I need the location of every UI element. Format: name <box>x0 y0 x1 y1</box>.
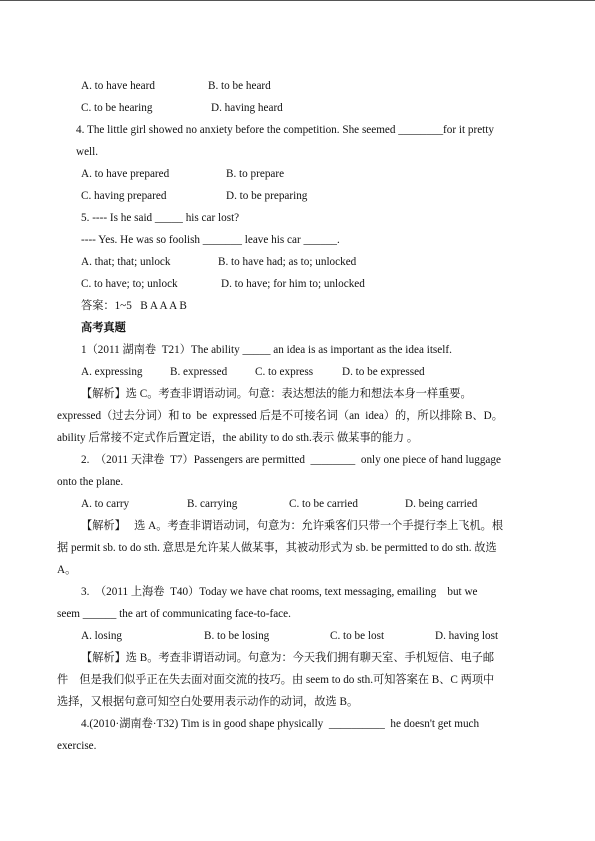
option-d: D. to be preparing <box>226 190 308 202</box>
page-top-rule <box>0 0 595 1</box>
option-c: C. having prepared <box>81 190 167 202</box>
explanation: 【解析】选 B。考查非谓语动词。句意为：今天我们拥有聊天室、手机短信、电子邮 <box>81 652 495 664</box>
option-a: A. losing <box>81 630 123 642</box>
answer-key: 答案：1~5 B A A A B <box>81 300 187 312</box>
option-b: B. expressed <box>170 366 228 378</box>
option-a: A. expressing <box>81 366 143 378</box>
question-4-stem-cont: well. <box>76 146 99 158</box>
option-b: B. carrying <box>187 498 238 510</box>
option-c: C. to be hearing <box>81 102 153 114</box>
option-d: D. having lost <box>435 630 499 642</box>
option-b: B. to be heard <box>208 80 271 92</box>
option-c: C. to express <box>255 366 314 378</box>
option-d: D. being carried <box>405 498 478 510</box>
question-5-stem: 5. ---- Is he said _____ his car lost? <box>81 212 240 224</box>
explanation: 【解析】选 C。考查非谓语动词。句意：表达想法的能力和想法本身一样重要。 <box>81 388 472 400</box>
question-2-stem-cont: onto the plane. <box>57 476 124 488</box>
option-c: C. to be lost <box>330 630 385 642</box>
option-c: C. to be carried <box>289 498 358 510</box>
option-d: D. to have; for him to; unlocked <box>221 278 365 290</box>
section-heading: 高考真题 <box>81 322 126 334</box>
explanation-cont: ability 后常接不定式作后置定语，the ability to do sth.表示 做某事的能力 。 <box>57 432 419 444</box>
question-5-stem-cont: ---- Yes. He was so foolish _______ leave his car ______. <box>81 234 340 246</box>
option-b: B. to prepare <box>226 168 285 180</box>
explanation-cont: 据 permit sb. to do sth. 意思是允许某人做某事，其被动形式为 sb. be permitted to do sth. 故选 <box>57 542 497 554</box>
explanation-cont: A。 <box>57 564 77 576</box>
option-a: A. to have prepared <box>81 168 170 180</box>
explanation: 【解析】 选 A。考查非谓语动词，句意为：允许乘客们只带一个手提行李上飞机。根 <box>81 520 504 532</box>
explanation-cont: expressed（过去分词）和 to be expressed 后是不可接名词（an idea）的，所以排除 B、D。 <box>57 410 503 422</box>
question-3-stem: 3. （2011 上海卷 T40）Today we have chat rooms, text messaging, emailing but we <box>81 586 478 598</box>
question-2-stem: 2. （2011 天津卷 T7）Passengers are permitted ________ only one piece of hand luggage <box>81 454 501 466</box>
question-4-stem: 4.(2010·湖南卷·T32) Tim is in good shape physically __________ he doesn't get much <box>81 718 480 730</box>
option-b: B. to be losing <box>204 630 270 642</box>
question-4-stem: 4. The little girl showed no anxiety before the competition. She seemed ________for it pretty <box>76 124 494 136</box>
question-3-stem-cont: seem ______ the art of communicating face-to-face. <box>57 608 291 620</box>
option-c: C. to have; to; unlock <box>81 278 178 290</box>
option-a: A. to carry <box>81 498 130 510</box>
question-4-stem-cont: exercise. <box>57 740 97 752</box>
option-b: B. to have had; as to; unlocked <box>218 256 357 268</box>
option-d: D. having heard <box>211 102 283 114</box>
explanation-cont: 件 但是我们似乎正在失去面对面交流的技巧。由 seem to do sth.可知答案在 B、C 两项中 <box>57 674 495 686</box>
question-1-stem: 1（2011 湖南卷 T21）The ability _____ an idea is as important as the idea itself. <box>81 344 452 356</box>
explanation-cont: 选择，又根据句意可知空白处要用表示动作的动词，故选 B。 <box>57 696 359 708</box>
option-a: A. that; that; unlock <box>81 256 171 268</box>
option-d: D. to be expressed <box>342 366 425 378</box>
option-a: A. to have heard <box>81 80 155 92</box>
